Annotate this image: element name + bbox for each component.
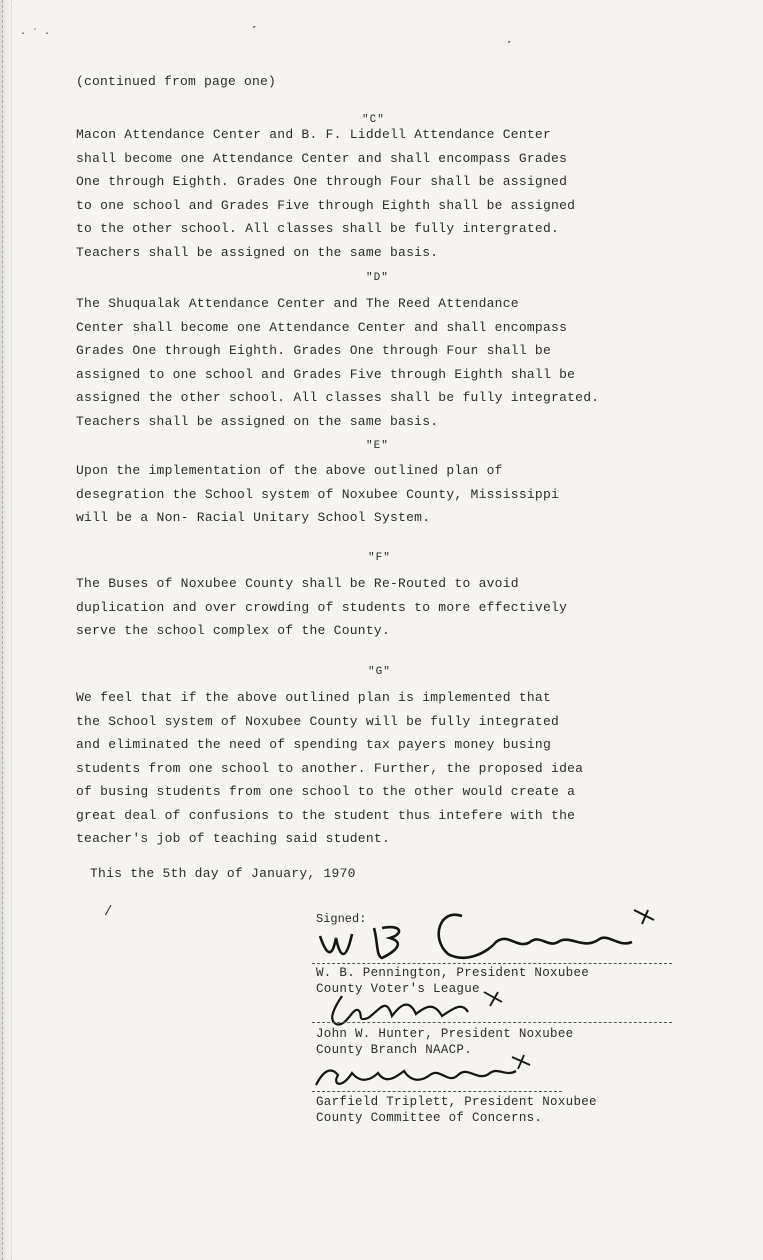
signed-label: Signed: <box>316 912 367 926</box>
date-line: This the 5th day of January, 1970 <box>90 866 356 881</box>
signature-line-2 <box>312 1022 672 1023</box>
section-c-text: Macon Attendance Center and B. F. Liddell Attendance Center shall become one Attendance Center and shall encompass Grades One through Eighth. Grades One through Four shall be assigned to one school and Grades Five through Eighth shall be assigned to the other school. All classes shall be fully intergrated. Teachers shall be assigned on the same basis. <box>76 127 576 260</box>
section-label-e: "E" <box>366 440 389 452</box>
section-e-text: Upon the implementation of the above outlined plan of desegration the School system of Noxubee County, Mississippi will be a Non- Racial Unitary School System. <box>76 463 560 525</box>
signatory-2-caption-1: John W. Hunter, President Noxubee <box>316 1027 574 1041</box>
signatory-3-caption-2: County Committee of Concerns. <box>316 1111 543 1125</box>
section-g-text: We feel that if the above outlined plan is implemented that the School system of Noxubee County will be fully integrated and eliminated the need of spending tax payers money busing students from one school to another. Further, the proposed idea of busing students from one school to the other would create a great deal of confusions to the student thus intefere with the teacher's job of teaching said student. <box>76 690 584 846</box>
scan-speck: · ˊ · <box>20 29 51 40</box>
section-d-text: The Shuqualak Attendance Center and The Reed Attendance Center shall become one Attendance Center and shall encompass Grades One through Eighth. Grades One through Four shall be assigned to one school and Grades Five through Eighth shall be assigned the other school. All classes shall be fully integrated. Teachers shall be assigned on the same basis. <box>76 296 600 429</box>
section-f-text: The Buses of Noxubee County shall be Re-Routed to avoid duplication and over crowding of students to more effectively serve the school complex of the County. <box>76 576 568 638</box>
section-label-f: "F" <box>368 552 391 564</box>
section-label-d: "D" <box>366 272 389 284</box>
signatory-2-caption-2: County Branch NAACP. <box>316 1043 473 1057</box>
signatory-1-caption-1: W. B. Pennington, President Noxubee <box>316 966 590 980</box>
signature-line-1 <box>312 963 672 964</box>
scan-left-edge <box>2 0 12 1260</box>
continued-note: (continued from page one) <box>76 74 277 89</box>
signatory-1-caption-2: County Voter's League <box>316 982 480 996</box>
signature-3-strokes <box>312 1055 562 1095</box>
scan-speck: / <box>104 904 113 920</box>
scan-speck: ˏ <box>505 29 514 45</box>
section-label-c: "C" <box>362 114 385 126</box>
signature-1-strokes <box>312 898 662 968</box>
signature-line-3 <box>312 1091 562 1092</box>
signatory-3-caption-1: Garfield Triplett, President Noxubee <box>316 1095 597 1109</box>
section-label-g: "G" <box>368 666 391 678</box>
scan-speck: ˊ <box>250 25 259 41</box>
